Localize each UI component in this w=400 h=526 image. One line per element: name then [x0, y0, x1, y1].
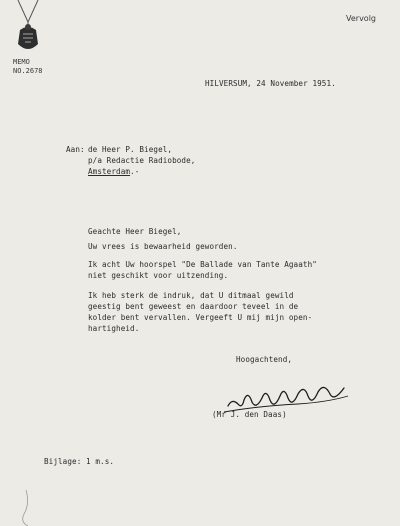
paragraph-1: Uw vrees is bewaarheid geworden.: [88, 242, 238, 251]
memo-number: NO.2678: [13, 66, 43, 75]
address-city-name: Amsterdam: [88, 167, 131, 176]
date-line: HILVERSUM, 24 November 1951.: [205, 79, 336, 88]
paragraph-3-line-3: kolder bent vervallen. Vergeeft U mij mijn open-: [88, 313, 313, 322]
paragraph-3-line-4: hartigheid.: [88, 324, 140, 333]
address-city-suffix: .-: [130, 167, 140, 176]
address-label: Aan:: [66, 145, 85, 154]
memo-reference: [13, 58, 43, 75]
signer-name: (Mr J. den Daas): [212, 410, 287, 419]
pencil-margin-mark: [18, 490, 48, 526]
paragraph-3-line-1: Ik heb sterk de indruk, dat U ditmaal gewild: [88, 291, 294, 300]
paragraph-3-line-2: geestig bent geweest en daardoor teveel in de: [88, 302, 299, 311]
address-line-1: de Heer P. Biegel,: [88, 145, 173, 154]
vervolg-label: Vervolg: [346, 14, 376, 23]
address-line-2: p/a Redactie Radiobode,: [88, 156, 196, 165]
broadcaster-emblem-icon: [8, 0, 48, 56]
paragraph-2-line-1: Ik acht Uw hoorspel "De Ballade van Tante Agaath": [88, 260, 317, 269]
closing-greeting: Hoogachtend,: [236, 355, 293, 364]
address-city: [88, 168, 139, 176]
memo-label: MEMO: [13, 58, 30, 66]
paragraph-2-line-2: niet geschikt voor uitzending.: [88, 271, 229, 280]
enclosure-note: Bijlage: 1 m.s.: [44, 457, 115, 466]
salutation: Geachte Heer Biegel,: [88, 227, 182, 236]
